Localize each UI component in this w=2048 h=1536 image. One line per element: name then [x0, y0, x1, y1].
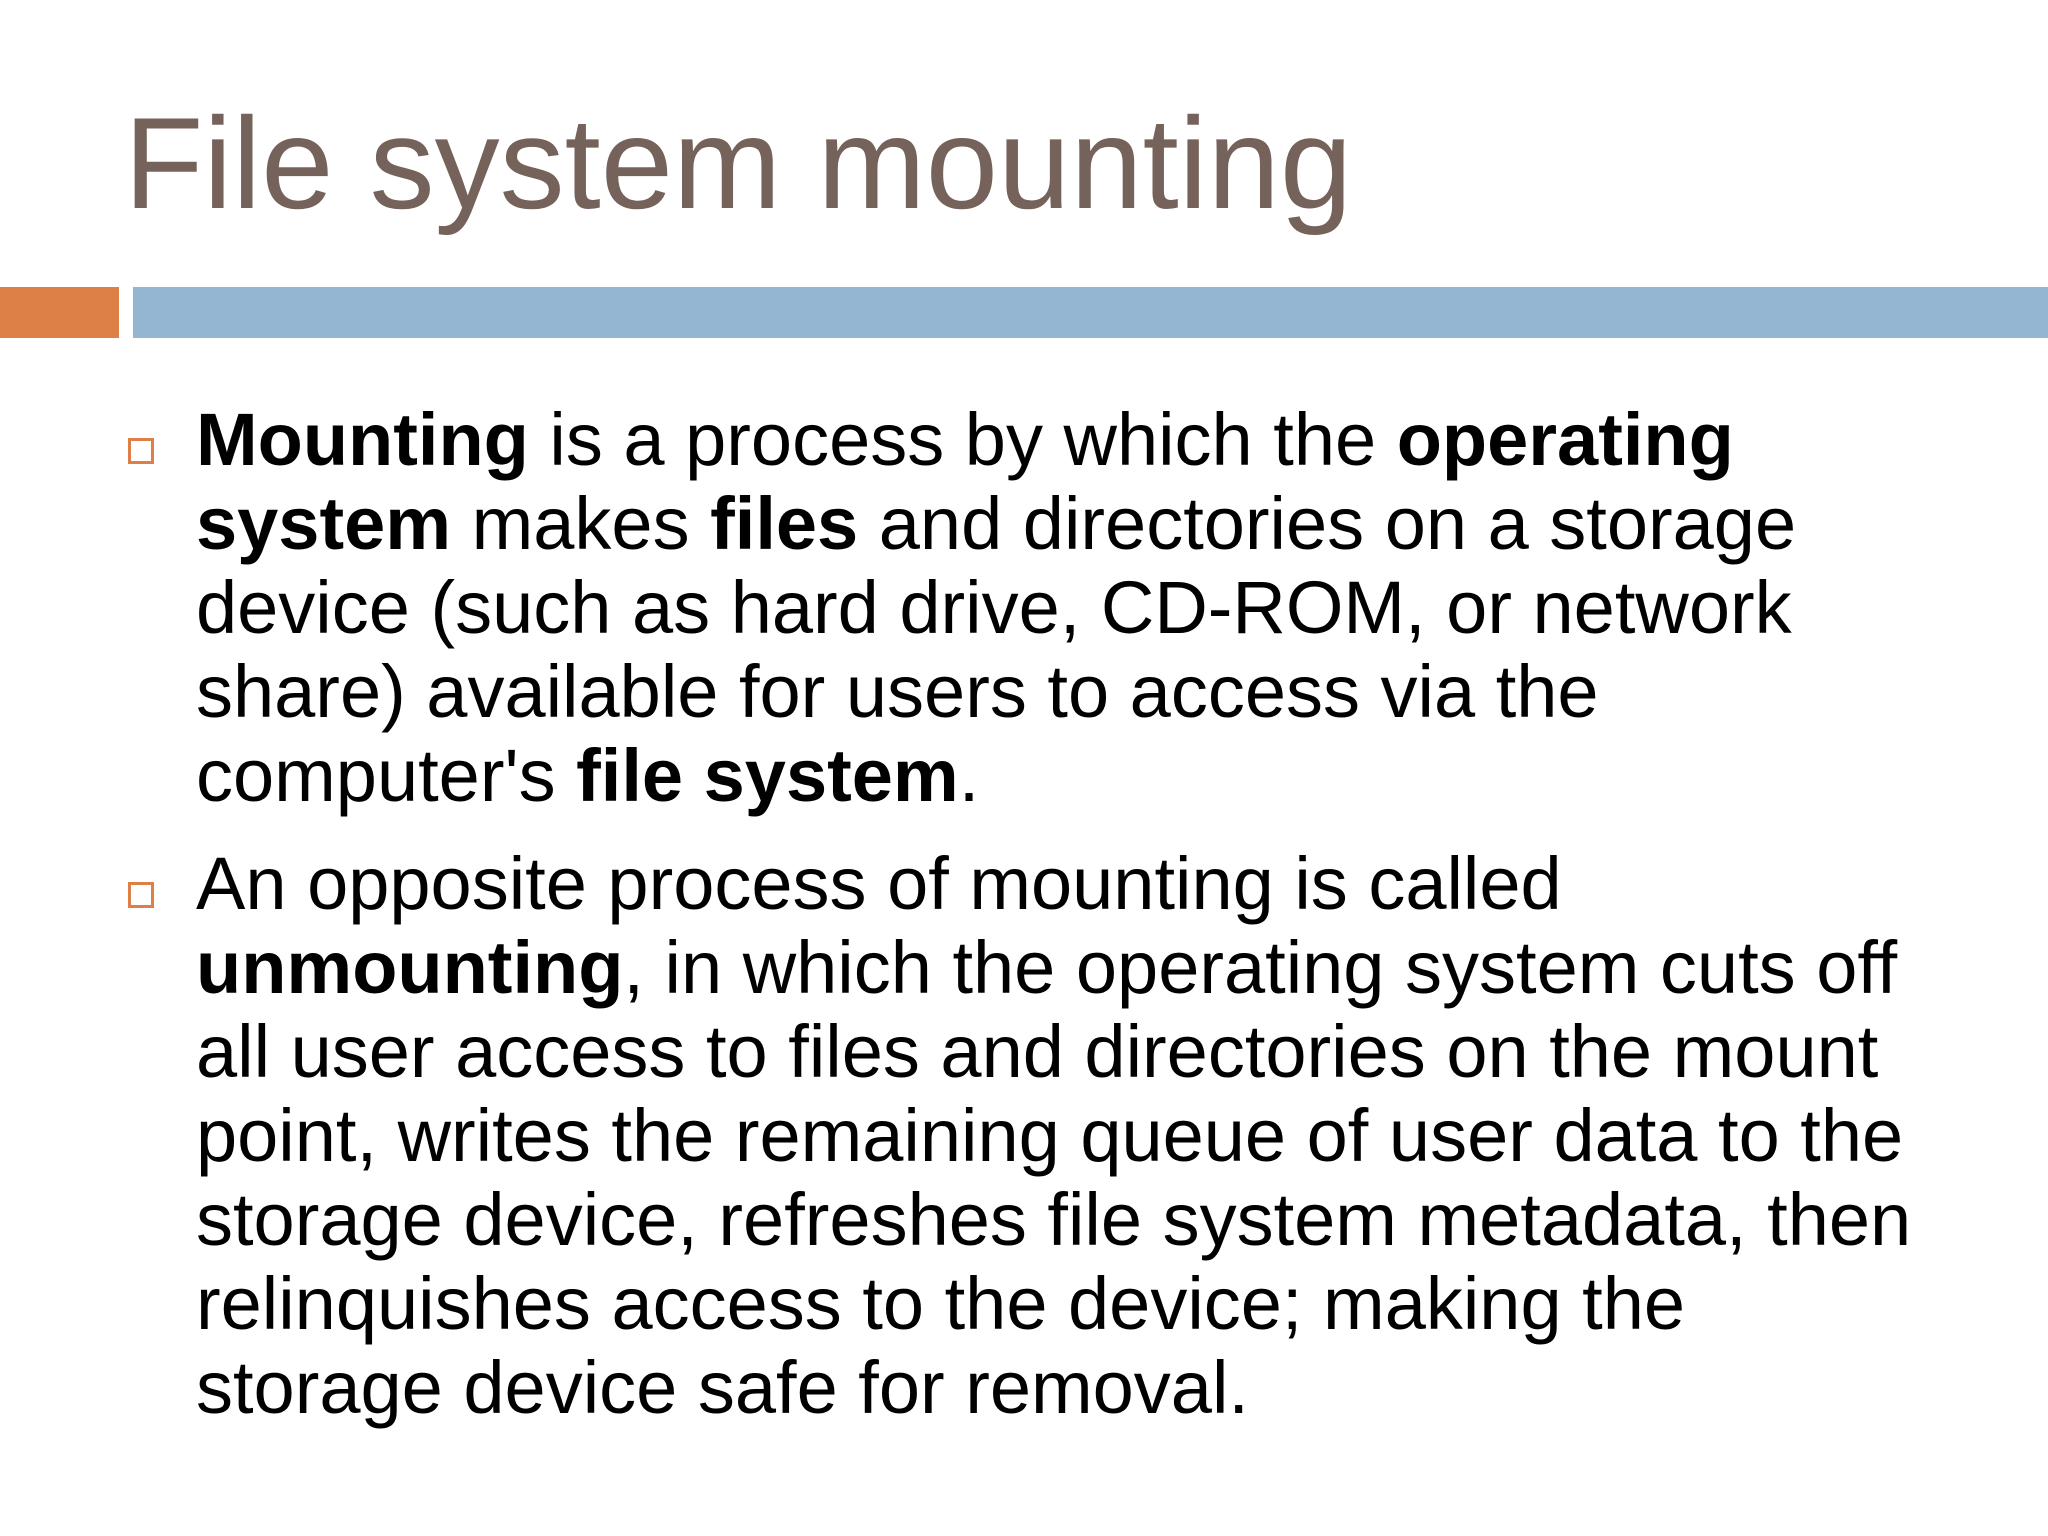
text-run: makes	[451, 482, 711, 565]
bold-text-run: file system	[576, 734, 959, 817]
square-bullet-icon	[128, 438, 154, 464]
text-run: and directories on a storage device (such as hard drive, CD-ROM, or network share) available for users to access via the computer's	[196, 482, 1797, 817]
bullet-item	[120, 842, 1920, 1430]
text-run: An opposite process of mounting is called	[196, 842, 1562, 925]
text-run: is a process by which the	[528, 398, 1397, 481]
bullet-item	[120, 398, 1920, 818]
bullet-list	[120, 398, 1920, 1454]
title-rule-bar	[133, 287, 2048, 338]
slide-title: File system mounting	[124, 90, 1353, 236]
text-run: , in which the operating system cuts off all user access to files and directories on the mount point, writes the remaining queue of user data to the storage device, refreshes file system metadata, then relinquishes access to the device; making the storage device safe for removal.	[196, 926, 1912, 1429]
bold-text-run: unmounting	[196, 926, 624, 1009]
bullet-text	[196, 398, 1920, 818]
square-bullet-icon	[128, 882, 154, 908]
bold-text-run: files	[710, 482, 859, 565]
text-run: .	[958, 734, 980, 817]
bullet-text	[196, 842, 1920, 1430]
accent-bar	[0, 287, 119, 338]
bold-text-run: Mounting	[196, 398, 529, 481]
bold-text-run: operating system	[196, 398, 1734, 565]
